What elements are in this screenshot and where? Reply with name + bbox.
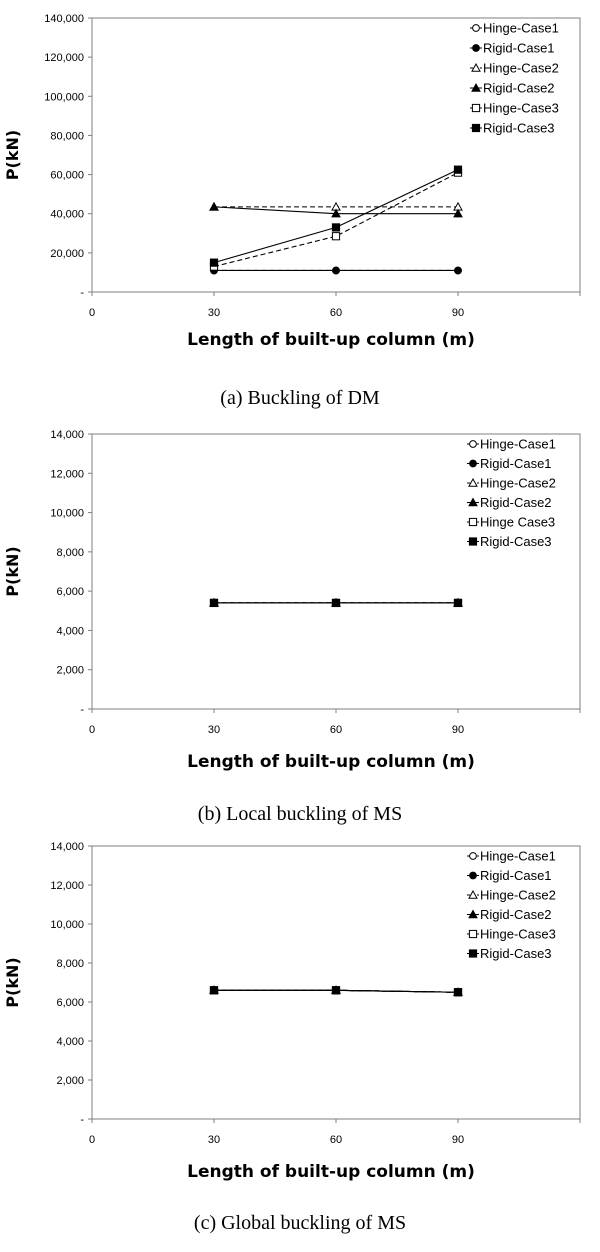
legend-item [470, 61, 559, 76]
chart-caption-c: (c) Global buckling of MS [193, 1212, 407, 1234]
legend-marker [470, 441, 477, 448]
y-tick-label: 140,000 [44, 13, 84, 25]
x-axis-title: Length of built-up column (m) [187, 752, 475, 772]
data-point [332, 987, 339, 994]
y-axis-title: P(kN) [3, 546, 22, 597]
plot-area-a [92, 18, 580, 292]
x-tick-label: 60 [329, 724, 343, 736]
y-tick-label: 4,000 [56, 1036, 84, 1048]
legend-item [467, 888, 556, 903]
y-tick-label: 8,000 [56, 958, 84, 970]
chart-c [0, 830, 600, 1200]
legend-item [470, 41, 555, 56]
data-point [210, 259, 217, 266]
legend-label: Rigid-Case1 [480, 456, 552, 471]
legend-marker [470, 853, 477, 860]
x-tick-label: 30 [207, 724, 221, 736]
legend-a [470, 21, 559, 136]
legend-marker [472, 64, 480, 71]
y-tick-label: 40,000 [50, 208, 84, 221]
data-point [332, 224, 339, 231]
y-tick-label: 2,000 [56, 1075, 84, 1087]
legend-item [467, 495, 552, 510]
chart-panel-a [0, 0, 600, 420]
legend-marker [469, 479, 477, 486]
series-a-rigid-case1 [211, 267, 462, 274]
legend-c [467, 849, 556, 962]
data-point [454, 166, 461, 173]
y-tick-label: 20,000 [50, 247, 84, 260]
legend-label: Rigid-Case3 [483, 120, 555, 136]
y-tick-label: 14,000 [50, 429, 84, 441]
x-tick-label: 0 [88, 307, 96, 319]
legend-marker [469, 930, 476, 937]
x-tick-label: 30 [207, 307, 221, 319]
legend-label: Rigid-Case2 [480, 495, 552, 510]
y-tick-label: 12,000 [50, 880, 84, 892]
x-tick-label: 60 [329, 1134, 343, 1146]
legend-marker [472, 104, 479, 111]
x-tick-label: 90 [451, 307, 465, 319]
legend-marker [473, 25, 480, 32]
data-point [332, 599, 339, 606]
legend-label: Hinge-Case2 [480, 475, 556, 491]
legend-label: Rigid-Case2 [483, 80, 555, 96]
data-point [455, 267, 462, 274]
chart-panel-b [0, 420, 600, 830]
legend-label: Rigid-Case3 [480, 946, 552, 961]
chart-panel-c [0, 830, 600, 1252]
x-tick-label: 90 [451, 724, 465, 736]
legend-item [467, 515, 555, 530]
y-tick-label: 2,000 [56, 664, 84, 677]
legend-label: Rigid-Case3 [480, 534, 552, 549]
legend-item [467, 534, 552, 549]
y-tick-label: 8,000 [56, 546, 84, 559]
legend-label: Hinge-Case2 [480, 887, 556, 903]
y-tick-label: 6,000 [56, 586, 84, 599]
series-c-rigid-case3 [210, 987, 461, 996]
legend-marker [470, 460, 477, 467]
legend-item [470, 21, 559, 36]
y-tick-label: 6,000 [56, 997, 84, 1009]
data-point [454, 599, 461, 606]
legend-item [467, 437, 556, 452]
chart-caption-a: (a) Buckling of DM [220, 387, 380, 409]
x-tick-label: 90 [451, 1134, 465, 1146]
x-tick-label: 60 [329, 307, 343, 319]
legend-marker [469, 518, 476, 525]
x-tick-label: 0 [88, 1134, 96, 1146]
y-tick-label: - [80, 704, 84, 716]
legend-label: Hinge-Case2 [483, 60, 559, 76]
y-axis-title: P(kN) [3, 129, 22, 181]
y-tick-label: 10,000 [50, 919, 84, 931]
y-tick-label: 80,000 [50, 130, 84, 143]
legend-marker [472, 124, 479, 131]
legend-label: Rigid-Case2 [480, 907, 552, 922]
legend-marker [469, 538, 476, 545]
legend-item [467, 868, 552, 883]
data-point [210, 987, 217, 994]
chart-a [0, 0, 600, 360]
x-tick-label: 30 [207, 1134, 221, 1146]
legend-item [467, 946, 552, 961]
series-a-hinge-case3 [210, 169, 461, 270]
legend-item [467, 456, 552, 471]
data-point [332, 233, 339, 240]
y-tick-label: 60,000 [50, 169, 84, 182]
legend-marker [470, 872, 477, 879]
legend-b [467, 437, 556, 550]
legend-label: Hinge-Case3 [480, 926, 556, 942]
x-axis-title: Length of built-up column (m) [187, 1162, 475, 1182]
legend-item [470, 121, 555, 136]
legend-label: Rigid-Case1 [480, 868, 552, 883]
chart-caption-b: (b) Local buckling of MS [197, 803, 403, 825]
y-axis-title: P(kN) [3, 957, 22, 1008]
y-tick-label: 12,000 [50, 468, 84, 481]
series-b-rigid-case3 [210, 599, 461, 606]
legend-label: Hinge-Case3 [483, 100, 559, 116]
legend-label: Hinge-Case1 [480, 848, 556, 864]
chart-b [0, 420, 600, 790]
y-tick-label: - [80, 287, 84, 299]
data-point [454, 989, 461, 996]
legend-item [467, 849, 556, 864]
data-point [210, 599, 217, 606]
legend-marker [469, 950, 476, 957]
y-tick-label: 10,000 [50, 507, 84, 520]
legend-item [467, 476, 556, 491]
legend-item [470, 81, 555, 96]
legend-label: Rigid-Case1 [483, 40, 555, 56]
legend-label: Hinge Case3 [480, 514, 556, 530]
y-tick-label: 14,000 [50, 841, 84, 853]
y-tick-label: 4,000 [56, 625, 84, 638]
legend-item [467, 907, 552, 922]
legend-label: Hinge-Case1 [480, 436, 556, 452]
legend-marker [469, 891, 477, 898]
legend-item [470, 101, 559, 116]
legend-marker [473, 45, 480, 52]
legend-label: Hinge-Case1 [483, 20, 559, 36]
y-tick-label: 120,000 [44, 52, 84, 65]
data-point [333, 267, 340, 274]
y-tick-label: 100,000 [44, 91, 84, 104]
x-tick-label: 0 [88, 724, 96, 736]
x-axis-title: Length of built-up column (m) [187, 330, 475, 350]
legend-item [467, 927, 556, 942]
y-tick-label: - [80, 1114, 84, 1126]
